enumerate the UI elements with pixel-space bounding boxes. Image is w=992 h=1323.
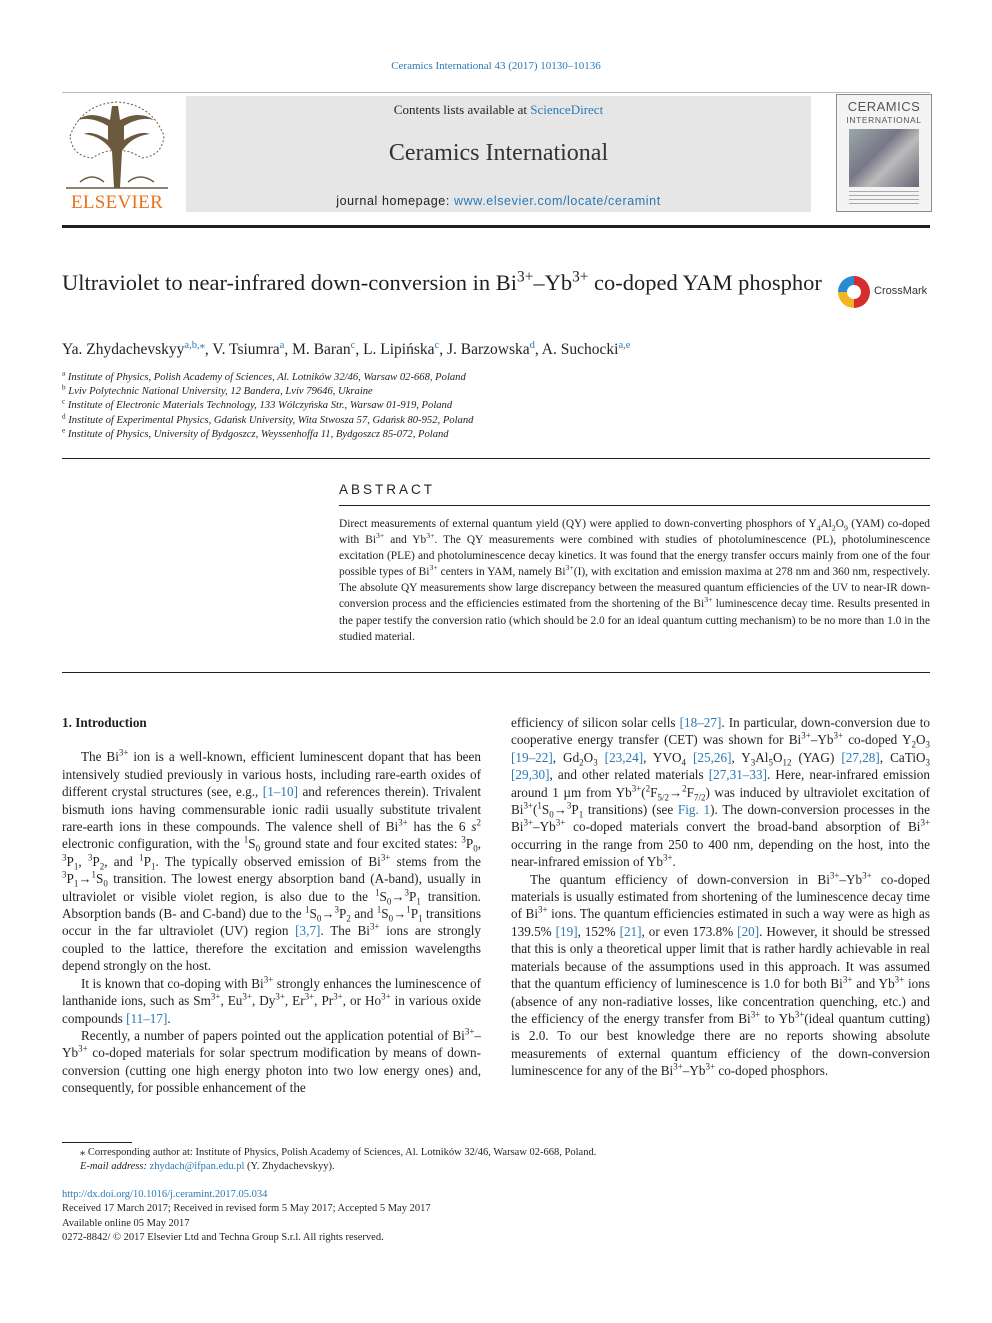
elsevier-logo[interactable] — [62, 96, 172, 212]
abstract-text: Direct measurements of external quantum yield (QY) were applied to down-converting phosphors of $Y_4Al_2O_9$ (YAM) co-doped with $Bi^{3+}$ and $Yb^{3+}$. The QY measurements were combined with studies of photoluminescence (PL), photoluminescence excitation (PLE) and photoluminescence decay kinetics. It was found that the energy transfer occurs mainly from one of the four possible types of $Bi^{3+}$ centers in YAM, namely $Bi^{3+}(I)$, with excitation and emission maxima at 278 nm and 360 nm, respectively. The absolute QY measurements show large discrepancy between the measured quantum efficiencies of the UV to near-IR down-conversion process and the efficiencies estimated from the shortening of the $Bi^{3+}$ luminescence decay time. Results presented in the paper testify the conversion ratio (which should be 2.0 for an ideal quantum cutting mechanism) to be no more than 1.0 in the studied material. — [339, 518, 930, 643]
author-list: Ya. Zhydachevskyy$^{a,b,⁎}$, V. Tsiumra$^a$, M. Baran$^c$, L. Lipińska$^c$, J. Barzowska$^d$, A. Suchocki$^{a,e}$ — [62, 339, 631, 358]
paragraph: Recently, a number of papers pointed out the application potential of $Bi^{3+}-Yb^{3+}$ co-doped materials for solar spectrum modification by means of down-conversion (cutting one high energy photon into two low energy ones) and, consequently, for possible enhancement of the — [62, 1026, 481, 1096]
crossmark-icon — [838, 276, 870, 308]
header-divider-bottom — [62, 225, 930, 228]
author[interactable]: J. Barzowska$^d$ — [446, 339, 535, 358]
affiliation-item: $^d$ Institute of Experimental Physics, Gdańsk University, Wita Stwosza 57, Gdańsk 80-952, Poland — [62, 412, 474, 426]
elsevier-tree-icon — [62, 96, 172, 190]
affiliation-list — [62, 371, 930, 442]
abstract-heading: ABSTRACT — [339, 482, 436, 497]
email-link[interactable]: zhydach@ifpan.edu.pl — [149, 1161, 245, 1173]
cover-subtitle: INTERNATIONAL — [846, 115, 922, 125]
doi-link[interactable]: http://dx.doi.org/10.1016/j.ceramint.2017.05.034 — [62, 1189, 268, 1200]
paragraph: The quantum efficiency of down-conversion in $Bi^{3+}-Yb^{3+}$ co-doped materials is usually estimated from shortening of the luminescence decay time of $Bi^{3+}$ ions. The quantum efficiencies estimated in such a way were as high as 139.5% [19], 152% [21], or even 173.8% [20]. However, it should be stressed that this is only a theoretical upper limit that is rather hardly achievable in real materials because of the assumptions used in this approach. It was assumed that the quantum efficiency of luminescence is 1.0 for both $Bi^{3+}$ and $Yb^{3+}$ ions (absence of any non-radiative losses, like concentration quenching, etc.) and the efficiency of the energy transfer from $Bi^{3+}$ to $Yb^{3+}(ideal$ quantum cutting) is 2.0. To our best knowledge there are no reports showing absolute measurements of external quantum efficiency of the down-conversion luminescence for any of the $Bi^{3+}-Yb^{3+}$ co-doped phosphors. — [511, 870, 931, 1079]
reference-link[interactable]: [1–10] — [262, 784, 298, 800]
affiliation-item: $^c$ Institute of Electronic Materials Technology, 133 Wólczyńska Str., Warsaw 01-919, Poland — [62, 397, 453, 412]
figure-link[interactable]: Fig. 1 — [677, 802, 711, 818]
copyright: 0272-8842/ © 2017 Elsevier Ltd and Techna Group S.r.l. All rights reserved. — [62, 1231, 384, 1243]
author[interactable]: Ya. Zhydachevskyy$^{a,b,⁎}$ — [62, 339, 205, 358]
online-date: Available online 05 May 2017 — [62, 1217, 190, 1229]
reference-link[interactable]: [21] — [619, 923, 642, 939]
corresponding-author-note: ⁎ Corresponding author at: Institute of Physics, Polish Academy of Sciences, Al. Lotników 32/46, Warsaw 02-668, Poland. — [80, 1147, 597, 1158]
elsevier-wordmark: ELSEVIER — [70, 192, 164, 213]
email-note: E-mail address: zhydach@ifpan.edu.pl (Y. Zhydachevskyy). — [80, 1161, 335, 1173]
author[interactable]: M. Baran$^c$ — [292, 339, 356, 358]
paragraph: efficiency of silicon solar cells [18–27]. In particular, down-conversion due to cooperative energy transfer (CET) was shown for $Bi^{3+}-Yb^{3+}$ co-doped $Y_2O_3$ [19–22], $Gd_2O_3$ [23,24], $YVO_4$ [25,26], $Y_3Al_5O_{12}$ (YAG) [27,28], CaTiO$_3$ [29,30], and other related materials [27,31–33]. Here, near-infrared emission around 1 µm from $Yb^{3+}(^2F_{5/2}\to^2F_{7/2})$ was induced by ultraviolet excitation of $Bi^{3+}(^1S_0\to^3P_1$ transitions) (see Fig. 1). The down-conversion processes in the $Bi^{3+}-Yb^{3+}$ co-doped materials convert the broad-band absorption of $Bi^{3+}$ occurring in the range from 250 to 400 nm, depending on the host, into the near-infrared emission of $Yb^{3+}$. — [511, 715, 930, 870]
reference-link[interactable]: [3,7] — [295, 923, 321, 939]
reference-link[interactable]: [19–22] — [511, 749, 553, 765]
cover-text-lines — [849, 191, 919, 205]
reference-link[interactable]: [20] — [737, 923, 760, 939]
paragraph: It is known that co-doping with $Bi^{3+}$ strongly enhances the luminescence of lanthanide ions, such as $Sm^{3+}$, $Eu^{3+}$, $Dy^{3+}$, $Er^{3+}$, $Pr^{3+}$, or $Ho^{3+}$ in various oxide compounds [11–17]. — [62, 974, 481, 1026]
author[interactable]: L. Lipińska$^c$ — [363, 339, 440, 358]
abstract-divider — [339, 505, 930, 506]
reference-link[interactable]: [27,28] — [841, 749, 880, 765]
cover-image — [849, 129, 919, 187]
reference-link[interactable]: [29,30] — [511, 767, 550, 783]
footnote-divider — [62, 1142, 132, 1143]
journal-masthead — [186, 96, 811, 212]
publication-info — [62, 1188, 930, 1245]
divider — [62, 672, 930, 673]
section-heading: 1. Introduction — [62, 715, 147, 730]
article-title: Ultraviolet to near-infrared down-conversion in $Bi^{3+}-Yb^{3+}$ co-doped YAM phosphor — [62, 268, 822, 295]
sciencedirect-link[interactable]: ScienceDirect — [530, 102, 604, 117]
contents-available: Contents lists available at ScienceDirect — [393, 102, 604, 117]
crossmark-badge[interactable] — [838, 276, 930, 310]
footnotes — [62, 1146, 930, 1175]
journal-name: Ceramics International — [388, 140, 609, 166]
received-dates: Received 17 March 2017; Received in revised form 5 May 2017; Accepted 5 May 2017 — [62, 1203, 431, 1215]
journal-cover-thumbnail[interactable] — [836, 94, 932, 212]
affiliation-item: $^b$ Lviv Polytechnic National University, 12 Bandera, Lviv 79646, Ukraine — [62, 383, 373, 398]
author[interactable]: A. Suchocki$^{a,e}$ — [541, 339, 631, 358]
divider — [62, 458, 930, 459]
reference-link[interactable]: [25,26] — [693, 749, 732, 765]
affiliation-item: $^a$ Institute of Physics, Polish Academy of Sciences, Al. Lotników 32/46, Warsaw 02-668, Poland — [62, 369, 466, 383]
journal-homepage: journal homepage: www.elsevier.com/locate/ceramint — [336, 194, 661, 208]
author[interactable]: V. Tsiumra$^a$ — [212, 339, 285, 358]
body-column-right — [511, 714, 930, 1080]
cover-title: CERAMICS — [847, 99, 921, 114]
affiliation-item: $^e$ Institute of Physics, University of Bydgoszcz, Weyssenhoffa 11, Bydgoszcz 85-072, Poland — [62, 426, 449, 440]
reference-link[interactable]: [27,31–33] — [708, 767, 767, 783]
reference-link[interactable]: [23,24] — [604, 749, 644, 765]
reference-link[interactable]: [19] — [555, 923, 578, 939]
crossmark-label: CrossMark — [874, 285, 928, 297]
body-column-left — [62, 714, 481, 1097]
journal-homepage-link[interactable]: www.elsevier.com/locate/ceramint — [454, 194, 661, 208]
journal-citation[interactable]: Ceramics International 43 (2017) 10130–10136 — [391, 60, 601, 72]
header-divider-top — [62, 92, 930, 93]
paragraph: The $Bi^{3+}$ ion is a well-known, efficient luminescent dopant that has been intensively studied previously in various hosts, including rare-earth oxides of different crystal structures (see, e.g., [1–10] and references therein). Trivalent bismuth ions having commensurable ionic radii usually substitute trivalent rare-earth ions in these compounds. The valence shell of $Bi^{3+}$ has the 6 $s^2$ electronic configuration, with the $^1S_0$ ground state and four excited states: $^3P_0$, $^3P_1$, $^3P_2$, and $^1P_1$. The typically observed emission of $Bi^{3+}$ stems from the $^3P_1\to^1S_0$ transition. The lowest energy absorption band (A-band), usually in ultraviolet or visible violet region, is also due to the $^1S_0\to^3P_1$ transition. Absorption bands (B- and C-band) due to the $^1S_0\to^3P_2$ and $^1S_0\to^1P_1$ transitions occur in the far ultraviolet (UV) region [3,7]. The $Bi^{3+}$ ions are strongly coupled to the lattice, therefore the excitation and emission wavelengths depend strongly on the host. — [62, 748, 481, 974]
reference-link[interactable]: [11–17] — [126, 1010, 168, 1026]
reference-link[interactable]: [18–27] — [679, 715, 722, 730]
